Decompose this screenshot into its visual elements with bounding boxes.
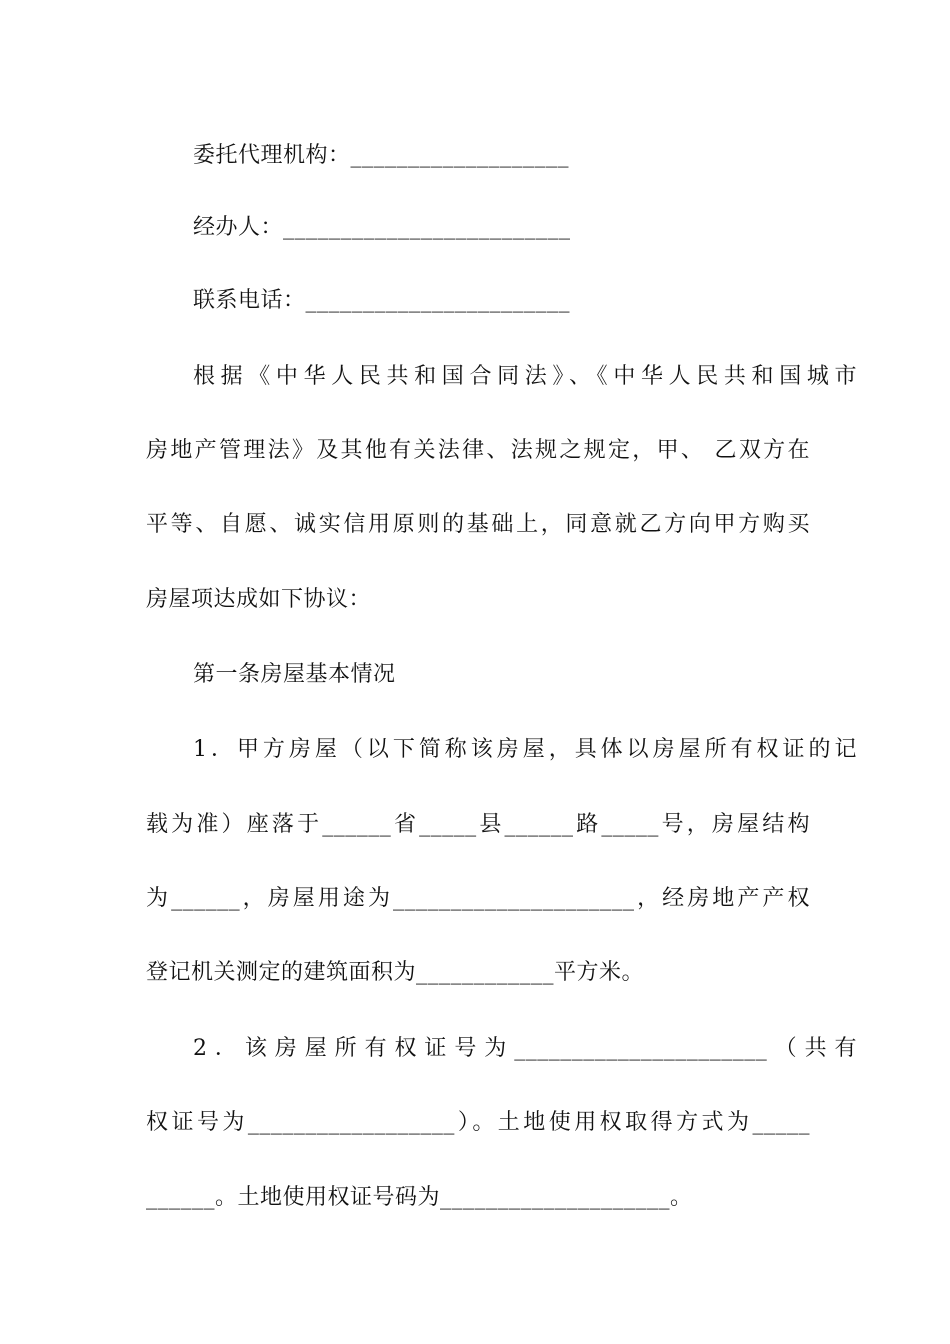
paragraph-line: 房屋项达成如下协议： [146,587,372,612]
paragraph-line: 1．甲方房屋（以下简称该房屋，具体以房屋所有权证的记 [193,737,857,762]
agent-field-line: 经办人：_________________________ [193,215,571,240]
paragraph-line: 载为准）座落于______省_____县______路_____号，房屋结构 [146,812,810,837]
paragraph-line: 2．该房屋所有权证号为______________________（共有 [193,1036,857,1061]
paragraph-line: 为______，房屋用途为_____________________，经房地产产权 [146,886,810,911]
paragraph-line: 登记机关测定的建筑面积为____________平方米。 [146,960,645,985]
paragraph-line: 根据《中华人民共和国合同法》、《中华人民共和国城市 [193,364,857,389]
section-heading: 第一条房屋基本情况 [193,662,396,687]
paragraph-line: 平等、自愿、诚实信用原则的基础上，同意就乙方向甲方购买 [146,512,810,537]
phone-field-line: 联系电话：_______________________ [193,288,571,313]
paragraph-line: 权证号为__________________）。土地使用权取得方式为_____ [146,1110,810,1135]
paragraph-line: 房地产管理法》及其他有关法律、法规之规定，甲、 乙双方在 [146,438,810,463]
paragraph-line: ______。土地使用权证号码为____________________。 [146,1185,693,1210]
agency-field-line: 委托代理机构：___________________ [193,143,570,168]
